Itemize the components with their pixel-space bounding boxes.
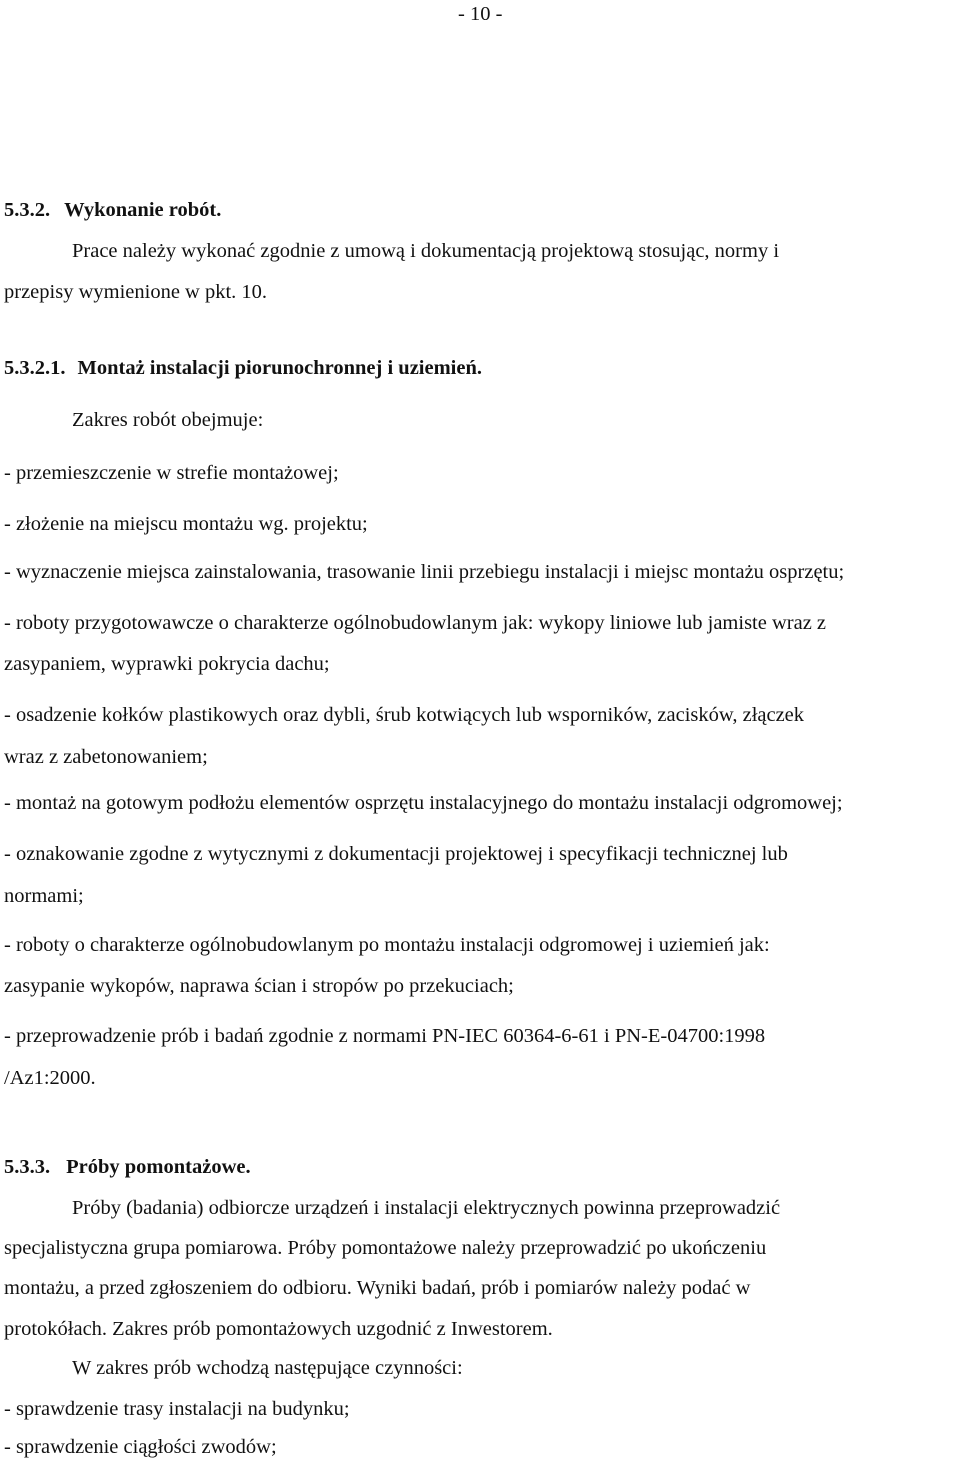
- list-item: - złożenie na miejscu montażu wg. projektu;: [4, 513, 368, 535]
- list-item: - przeprowadzenie prób i badań zgodnie z normami PN-IEC 60364-6-61 i PN-E-04700:1998: [4, 1025, 766, 1047]
- list-item: - roboty przygotowawcze o charakterze ogólnobudowlanym jak: wykopy liniowe lub jamiste wraz z: [4, 612, 827, 634]
- list-item: - oznakowanie zgodne z wytycznymi z dokumentacji projektowej i specyfikacji technicznej lub: [4, 843, 788, 865]
- list-item: wraz z zabetonowaniem;: [4, 746, 208, 768]
- section-title: Próby pomontażowe.: [66, 1156, 251, 1178]
- paragraph-line: przepisy wymienione w pkt. 10.: [4, 281, 268, 303]
- list-item: - montaż na gotowym podłożu elementów osprzętu instalacyjnego do montażu instalacji odgromowej;: [4, 792, 843, 814]
- list-item: - przemieszczenie w strefie montażowej;: [4, 462, 339, 484]
- scope-label: W zakres prób wchodzą następujące czynności:: [72, 1357, 463, 1379]
- list-item: - sprawdzenie ciągłości zwodów;: [4, 1436, 277, 1458]
- paragraph-line: specjalistyczna grupa pomiarowa. Próby pomontażowe należy przeprowadzić po ukończeniu: [4, 1237, 767, 1259]
- list-item: /Az1:2000.: [4, 1067, 96, 1089]
- page-number: - 10 -: [458, 3, 503, 25]
- list-item: - wyznaczenie miejsca zainstalowania, trasowanie linii przebiegu instalacji i miejsc montażu osprzętu;: [4, 561, 845, 583]
- section-heading-5-3-2-1: [4, 356, 482, 380]
- section-title: Montaż instalacji piorunochronnej i uziemień.: [77, 357, 482, 379]
- section-number: 5.3.2.: [4, 199, 51, 221]
- section-heading-5-3-2: [4, 198, 221, 222]
- scope-label: Zakres robót obejmuje:: [72, 409, 264, 431]
- list-item: normami;: [4, 885, 84, 907]
- section-number: 5.3.2.1.: [4, 357, 66, 379]
- list-item: - osadzenie kołków plastikowych oraz dybli, śrub kotwiących lub wsporników, zacisków, złączek: [4, 704, 805, 726]
- section-title: Wykonanie robót.: [64, 199, 222, 221]
- paragraph-line: montażu, a przed zgłoszeniem do odbioru. Wyniki badań, prób i pomiarów należy podać w: [4, 1277, 751, 1299]
- paragraph-line: protokółach. Zakres prób pomontażowych uzgodnić z Inwestorem.: [4, 1318, 553, 1340]
- list-item: zasypanie wykopów, naprawa ścian i stropów po przekuciach;: [4, 975, 514, 997]
- paragraph-line: Prace należy wykonać zgodnie z umową i dokumentacją projektową stosując, normy i: [72, 240, 780, 262]
- paragraph-line: Próby (badania) odbiorcze urządzeń i instalacji elektrycznych powinna przeprowadzić: [72, 1197, 781, 1219]
- section-heading-5-3-3: [4, 1155, 251, 1179]
- section-number: 5.3.3.: [4, 1156, 51, 1178]
- list-item: - roboty o charakterze ogólnobudowlanym po montażu instalacji odgromowej i uziemień jak:: [4, 934, 770, 956]
- list-item: zasypaniem, wyprawki pokrycia dachu;: [4, 653, 330, 675]
- list-item: - sprawdzenie trasy instalacji na budynku;: [4, 1398, 350, 1420]
